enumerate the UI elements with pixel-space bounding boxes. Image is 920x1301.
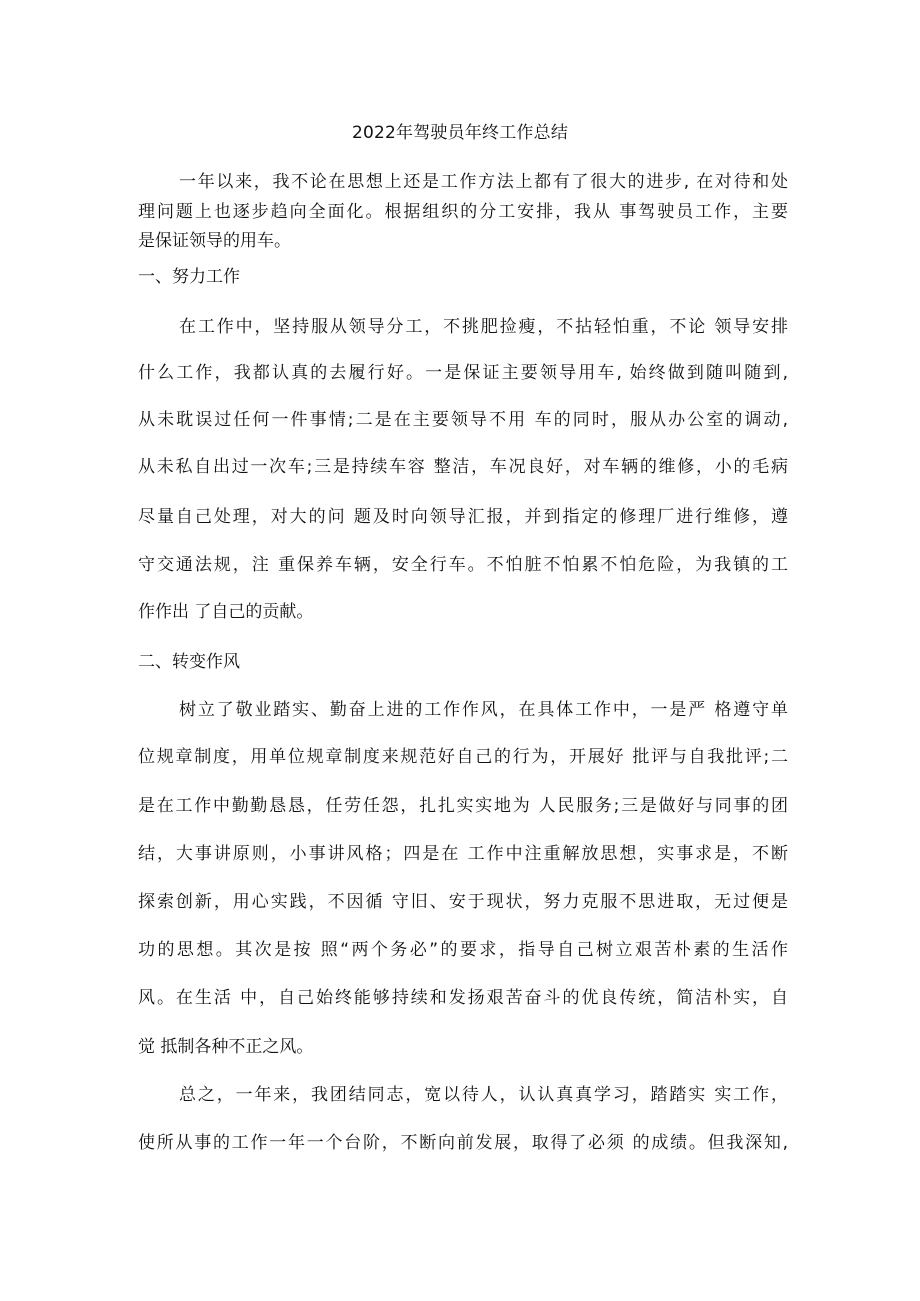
conclusion-line-1: 总之，一年来，我团结同志，宽以待人，认认真真学习，踏踏实 实工作， (179, 1085, 788, 1105)
section1-line-2: 什么工作，我都认真的去履行好。一是保证主要领导用车, 始终做到随叫随到, (138, 363, 788, 383)
section1-line-1: 在工作中，坚持服从领导分工，不挑肥捡瘦，不拈轻怕重，不论 领导安排 (179, 317, 788, 337)
section-heading-1: 一、努力工作 (138, 267, 240, 287)
section2-line-3: 是在工作中勤勤恳恳，任劳任怨，扎扎实实地为 人民服务;三是做好与同事的团 (138, 796, 788, 816)
section2-line-5: 探索创新，用心实践，不因循 守旧、安于现状，努力克服不思进取，无过便是 (138, 892, 788, 912)
section2-line-4: 结，大事讲原则，小事讲风格；四是在 工作中注重解放思想，实事求是，不断 (138, 844, 788, 864)
section1-line-5: 尽量自己处理，对大的问 题及时向领导汇报，并到指定的修理厂进行维修，遵 (138, 507, 788, 527)
document-title: 2022年驾驶员年终工作总结 (351, 123, 569, 143)
section1-line-6: 守交通法规，注 重保养车辆，安全行车。不怕脏不怕累不怕危险，为我镇的工 (138, 555, 788, 575)
section2-line-7: 风。在生活 中，自己始终能够持续和发扬艰苦奋斗的优良传统，简洁朴实，自 (138, 988, 788, 1008)
conclusion-line-2: 使所从事的工作一年一个台阶，不断向前发展，取得了必须 的成绩。但我深知, (138, 1133, 788, 1153)
intro-line-1: 一年以来，我不论在思想上还是工作方法上都有了很大的进步, 在对待和处 (179, 172, 788, 192)
section1-line-4: 从未私自出过一次车;三是持续车容 整洁，车况良好，对车辆的维修，小的毛病 (138, 457, 788, 477)
section2-line-6: 功的思想。其次是按 照“两个务必”的要求，指导自己树立艰苦朴素的生活作 (138, 940, 788, 960)
section2-line-8: 觉 抵制各种不正之风。 (138, 1037, 314, 1057)
intro-line-3: 是保证领导的用车。 (138, 231, 291, 251)
intro-line-2: 理问题上也逐步趋向全面化。根据组织的分工安排，我从 事驾驶员工作，主要 (138, 202, 788, 222)
section2-line-1: 树立了敬业踏实、勤奋上进的工作作风，在具体工作中，一是严 格遵守单 (179, 700, 788, 720)
section1-line-3: 从未耽误过任何一件事情;二是在主要领导不用 车的同时，服从办公室的调动, (138, 410, 788, 430)
section2-line-2: 位规章制度，用单位规章制度来规范好自己的行为，开展好 批评与自我批评;二 (138, 747, 788, 767)
section1-line-7: 作作出 了自己的贡献。 (138, 602, 314, 622)
section-heading-2: 二、转变作风 (138, 652, 240, 672)
